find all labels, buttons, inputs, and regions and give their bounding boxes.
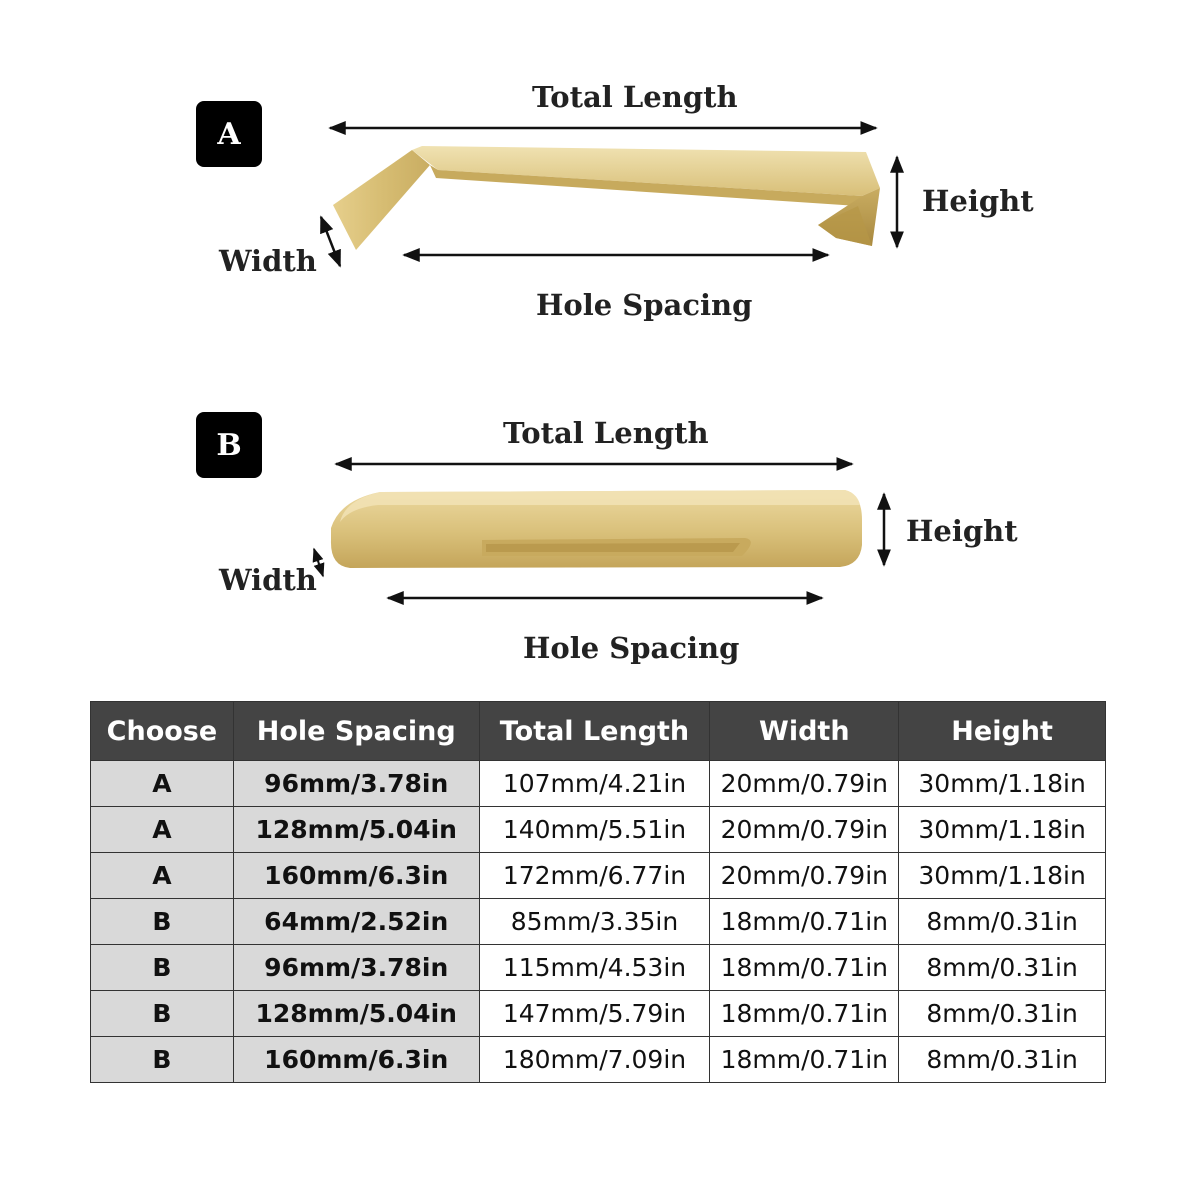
cell-choose: A (91, 853, 234, 899)
cell-total-length: 107mm/4.21in (479, 761, 710, 807)
a-width-arrow (321, 217, 340, 266)
header-width: Width (710, 702, 899, 761)
cell-total-length: 180mm/7.09in (479, 1037, 710, 1083)
cell-width: 20mm/0.79in (710, 807, 899, 853)
cell-choose: B (91, 899, 234, 945)
cell-width: 18mm/0.71in (710, 899, 899, 945)
b-total-length-label: Total Length (503, 416, 709, 450)
a-height-label: Height (922, 184, 1034, 218)
cell-hole-spacing: 160mm/6.3in (233, 853, 479, 899)
cell-height: 8mm/0.31in (899, 945, 1106, 991)
cell-choose: B (91, 945, 234, 991)
b-hole-spacing-label: Hole Spacing (523, 631, 740, 665)
cell-choose: B (91, 991, 234, 1037)
cell-total-length: 140mm/5.51in (479, 807, 710, 853)
cell-hole-spacing: 128mm/5.04in (233, 991, 479, 1037)
badge-a-label: A (217, 116, 241, 152)
cell-height: 30mm/1.18in (899, 761, 1106, 807)
cell-height: 30mm/1.18in (899, 853, 1106, 899)
b-width-label: Width (219, 563, 317, 597)
b-width-arrow (314, 549, 323, 576)
table-row (91, 807, 1106, 853)
cell-hole-spacing: 64mm/2.52in (233, 899, 479, 945)
cell-width: 18mm/0.71in (710, 991, 899, 1037)
table-header-row (91, 702, 1106, 761)
a-width-label: Width (219, 244, 317, 278)
cell-hole-spacing: 160mm/6.3in (233, 1037, 479, 1083)
cell-choose: A (91, 807, 234, 853)
b-height-label: Height (906, 514, 1018, 548)
a-total-length-label: Total Length (532, 80, 738, 114)
cell-hole-spacing: 96mm/3.78in (233, 761, 479, 807)
table-row (91, 991, 1106, 1037)
table-row (91, 761, 1106, 807)
header-total-length: Total Length (479, 702, 710, 761)
cell-hole-spacing: 96mm/3.78in (233, 945, 479, 991)
cell-width: 20mm/0.79in (710, 761, 899, 807)
cell-total-length: 115mm/4.53in (479, 945, 710, 991)
cell-width: 18mm/0.71in (710, 1037, 899, 1083)
badge-b-label: B (216, 427, 242, 463)
cell-height: 8mm/0.31in (899, 899, 1106, 945)
cell-choose: B (91, 1037, 234, 1083)
table-row (91, 1037, 1106, 1083)
cell-choose: A (91, 761, 234, 807)
handle-b-drawing (331, 490, 862, 568)
cell-total-length: 172mm/6.77in (479, 853, 710, 899)
header-height: Height (899, 702, 1106, 761)
table-row (91, 899, 1106, 945)
spec-table (90, 701, 1106, 1083)
handle-a-drawing (333, 146, 880, 250)
cell-total-length: 85mm/3.35in (479, 899, 710, 945)
cell-height: 8mm/0.31in (899, 991, 1106, 1037)
cell-hole-spacing: 128mm/5.04in (233, 807, 479, 853)
cell-width: 18mm/0.71in (710, 945, 899, 991)
cell-height: 8mm/0.31in (899, 1037, 1106, 1083)
a-hole-spacing-label: Hole Spacing (536, 288, 753, 322)
cell-total-length: 147mm/5.79in (479, 991, 710, 1037)
header-hole-spacing: Hole Spacing (233, 702, 479, 761)
table-row (91, 853, 1106, 899)
cell-width: 20mm/0.79in (710, 853, 899, 899)
cell-height: 30mm/1.18in (899, 807, 1106, 853)
table-row (91, 945, 1106, 991)
header-choose: Choose (91, 702, 234, 761)
